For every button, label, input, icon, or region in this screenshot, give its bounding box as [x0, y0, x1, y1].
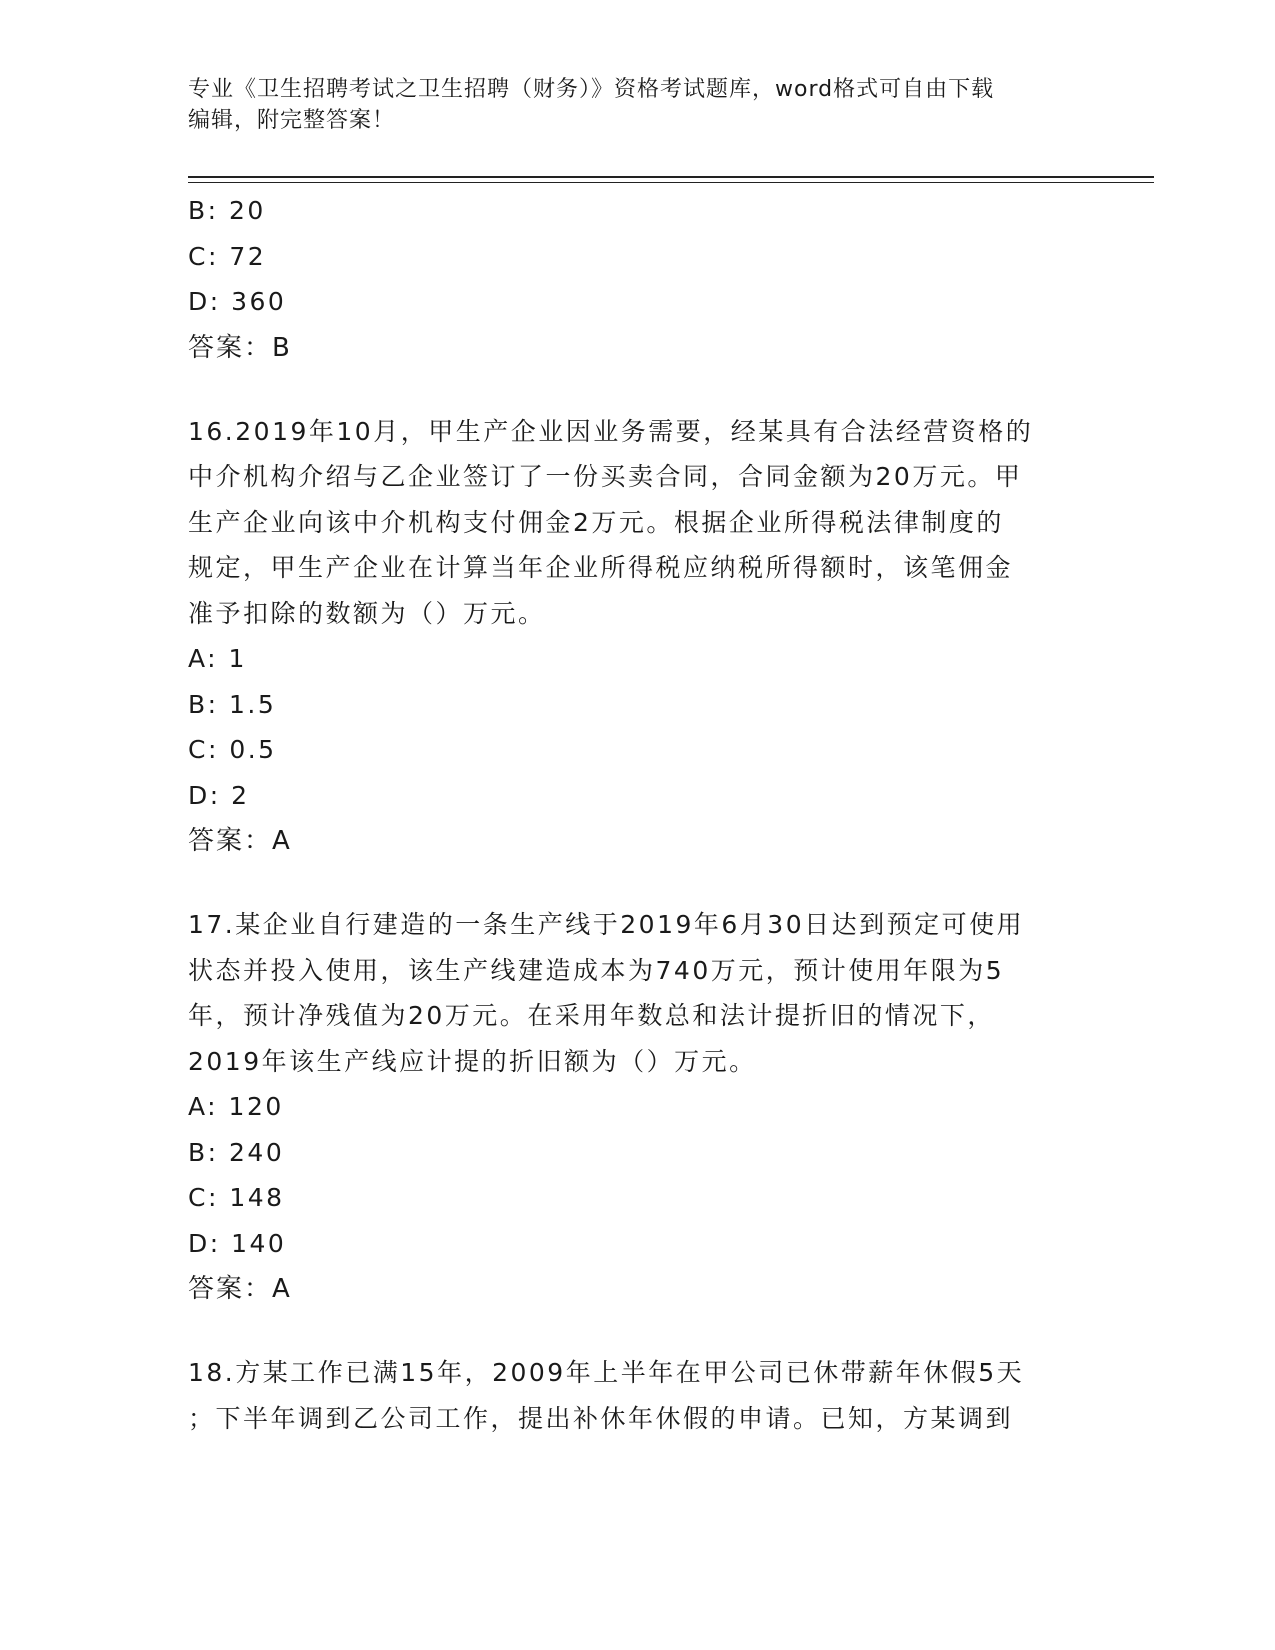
- question-16: [188, 409, 1088, 865]
- header-line-2: 编辑，附完整答案！: [188, 108, 396, 133]
- option-b: B: 240: [188, 1137, 285, 1167]
- option-a: A: 120: [188, 1092, 284, 1121]
- question-17: [188, 902, 1088, 1312]
- question-text-line: 2019年该生产线应计提的折旧额为（）万元。: [188, 1046, 757, 1076]
- spacer: [188, 371, 1088, 409]
- header-divider-thin: [188, 182, 1154, 183]
- question-text-line: 规定，甲生产企业在计算当年企业所得税应纳税所得额时，该笔佣金: [188, 553, 1014, 582]
- answer-line: 答案：B: [188, 332, 292, 363]
- header-divider-thick: [188, 176, 1154, 178]
- question-text-line: 16.2019年10月，甲生产企业因业务需要，经某具有合法经营资格的: [188, 416, 1034, 446]
- option-c: C: 72: [188, 241, 267, 271]
- question-text-line: 17.某企业自行建造的一条生产线于2019年6月30日达到预定可使用: [188, 910, 1025, 939]
- option-c: C: 148: [188, 1183, 285, 1212]
- header-line-1: 专业《卫生招聘考试之卫生招聘（财务）》资格考试题库，word格式可自由下载: [188, 77, 995, 102]
- page-header: [188, 74, 1068, 136]
- question-text-line: 18.方某工作已满15年，2009年上半年在甲公司已休带薪年休假5天: [188, 1358, 1025, 1387]
- option-b: B: 20: [188, 196, 266, 225]
- question-text-line: 准予扣除的数额为（）万元。: [188, 598, 546, 628]
- option-a: A: 1: [188, 644, 247, 673]
- question-15: [188, 188, 1088, 371]
- spacer: [188, 864, 1088, 902]
- question-text-line: 年，预计净残值为20万元。在采用年数总和法计提折旧的情况下，: [188, 1001, 995, 1030]
- option-d: D: 360: [188, 287, 287, 316]
- question-text-line: ；下半年调到乙公司工作，提出补休年休假的申请。已知，方某调到: [188, 1403, 1014, 1433]
- option-d: D: 140: [188, 1228, 287, 1258]
- question-text-line: 生产企业向该中介机构支付佣金2万元。根据企业所得税法律制度的: [188, 507, 1004, 537]
- answer-line: 答案：A: [188, 826, 292, 856]
- option-d: D: 2: [188, 780, 250, 810]
- question-text-line: 状态并投入使用，该生产线建造成本为740万元，预计使用年限为5: [188, 955, 1005, 985]
- question-content: [188, 188, 1088, 1441]
- option-b: B: 1.5: [188, 689, 277, 719]
- question-text-line: 中介机构介绍与乙企业签订了一份买卖合同，合同金额为20万元。甲: [188, 462, 1023, 491]
- question-18: [188, 1350, 1088, 1441]
- option-c: C: 0.5: [188, 735, 277, 764]
- answer-line: 答案：A: [188, 1274, 292, 1304]
- spacer: [188, 1312, 1088, 1350]
